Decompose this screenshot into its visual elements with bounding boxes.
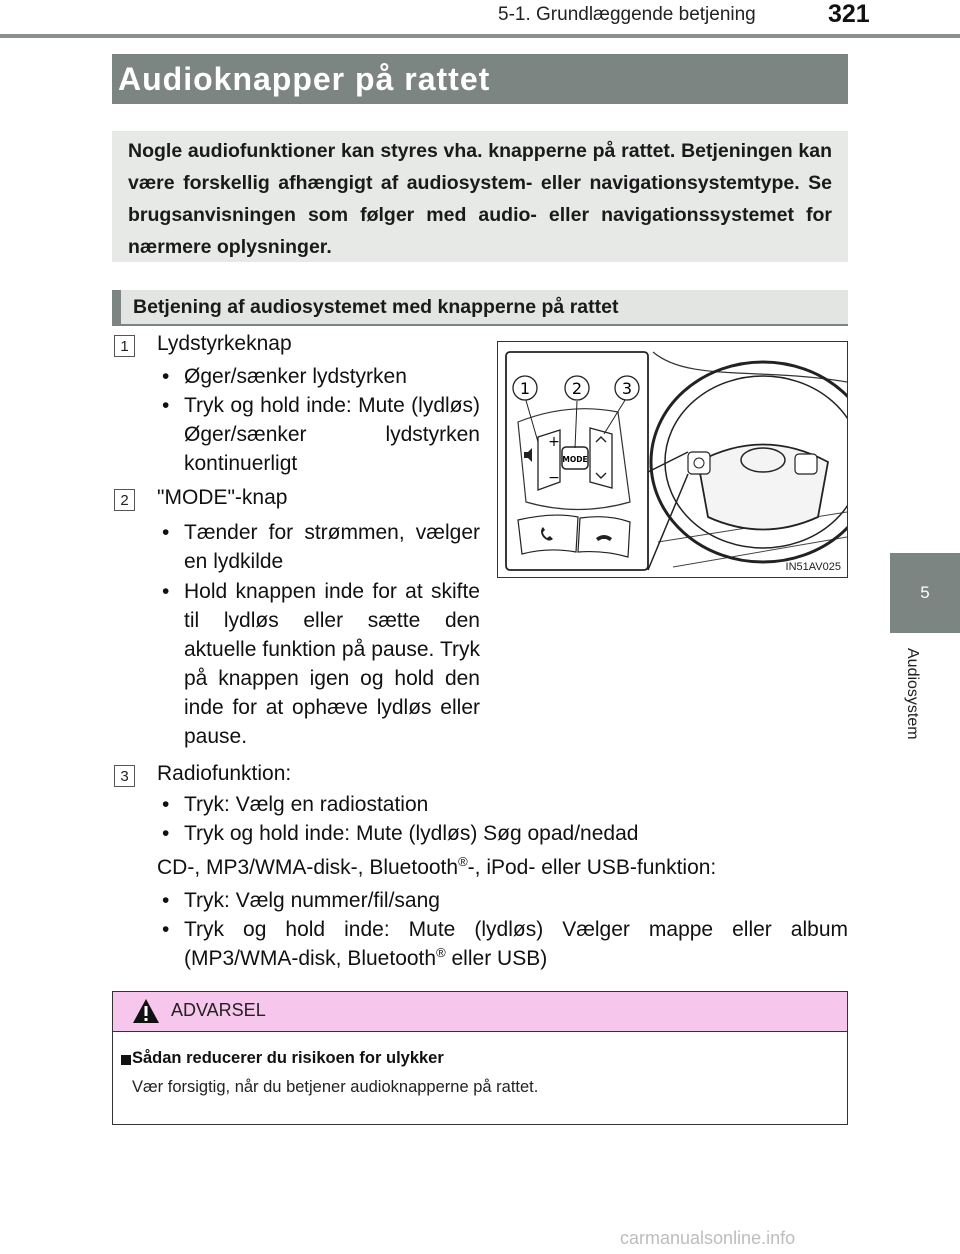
- wheel-button-right: [795, 454, 817, 474]
- item-number-1: 1: [114, 335, 135, 357]
- registered-mark: ®: [458, 854, 468, 869]
- warning-header: [113, 992, 847, 1032]
- bullet-dot: •: [162, 394, 170, 417]
- figure-code: IN51AV025: [785, 561, 841, 573]
- warning-icon: [131, 997, 161, 1025]
- bullet-dot: •: [162, 793, 170, 816]
- bullet-dot: •: [162, 822, 170, 845]
- page-title: Audioknapper på rattet: [112, 54, 848, 104]
- item-title-mode: "MODE"-knap: [157, 486, 288, 509]
- svg-text:1: 1: [519, 379, 531, 398]
- bullet-dot: •: [162, 521, 170, 544]
- wheel-button-left: [688, 452, 710, 474]
- bullet-dot: •: [162, 918, 170, 941]
- call-button: [518, 515, 578, 554]
- list-item: • Tryk og hold inde: Mute (lydløs) Vælger mappe eller album (MP3/WMA-disk, Bluetooth® eller USB): [162, 915, 848, 975]
- mode-label: MODE: [562, 455, 588, 464]
- item-title-volume: Lydstyrkeknap: [157, 332, 292, 355]
- section-subheading: Betjening af audiosystemet med knapperne på rattet: [112, 290, 848, 326]
- svg-text:2: 2: [571, 379, 583, 398]
- watermark: carmanualsonline.info: [620, 1228, 796, 1248]
- intro-box: [112, 131, 848, 262]
- warning-text: Vær forsigtig, når du betjener audioknapperne på rattet.: [132, 1078, 539, 1096]
- chapter-tab: 5: [890, 553, 960, 633]
- item-title-radio: Radiofunktion:: [157, 762, 292, 785]
- header-rule: [0, 34, 960, 38]
- cd-intro: CD-, MP3/WMA-disk-, Bluetooth®-, iPod- eller USB-funktion:: [157, 854, 717, 879]
- steering-wheel-illustration: [498, 342, 847, 577]
- registered-mark: ®: [436, 945, 446, 960]
- bullet-dot: •: [162, 580, 170, 603]
- svg-text:−: −: [548, 470, 560, 486]
- warning-box: [112, 991, 848, 1125]
- svg-text:3: 3: [621, 379, 633, 398]
- warning-title: ADVARSEL: [171, 1000, 266, 1020]
- square-bullet: [121, 1055, 131, 1065]
- warning-subtitle: Sådan reducerer du risikoen for ulykker: [132, 1049, 444, 1067]
- steering-wheel-figure: [497, 341, 848, 578]
- bullet-dot: •: [162, 889, 170, 912]
- section-header: 5-1. Grundlæggende betjening: [498, 4, 756, 25]
- bullet-dot: •: [162, 365, 170, 388]
- page-number: 321: [828, 0, 870, 28]
- intro-text: Nogle audiofunktioner kan styres vha. knapperne på rattet. Betjeningen kan være forskellig afhængigt af audiosystem- eller navigationsystemtype. Se brugsanvisningen som følger med audio- eller navigationssystemet for nærmere oplysninger.: [128, 140, 832, 258]
- chapter-label: Audiosystem: [904, 648, 921, 740]
- item-number-3: 3: [114, 765, 135, 787]
- svg-text:+: +: [548, 434, 560, 450]
- item-number-2: 2: [114, 489, 135, 511]
